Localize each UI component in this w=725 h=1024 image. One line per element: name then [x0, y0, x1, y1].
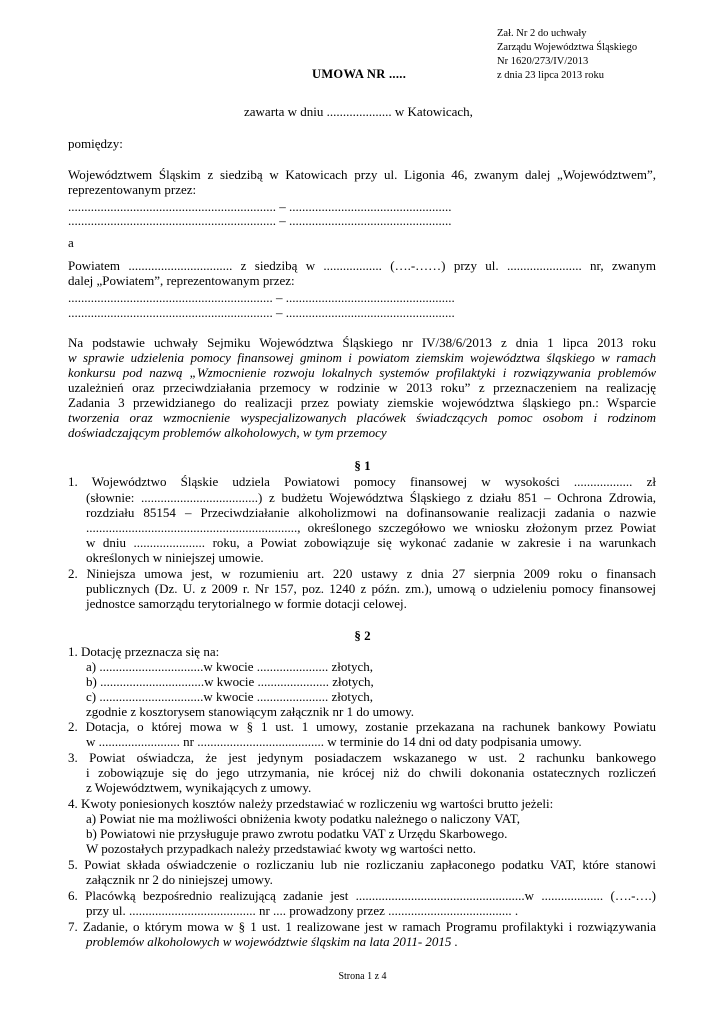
party1-signatory: ................................................................ – .................................................. [68, 199, 452, 214]
party2-signatory: ............................................................... – .................................................... [68, 305, 455, 320]
paragraph-line: załącznik nr 2 do niniejszej umowy. [86, 872, 273, 887]
party2-signatory: ............................................................... – .................................................... [68, 290, 455, 305]
paragraph-line: 1. Województwo Śląskie udziela Powiatowi pomocy finansowej w wysokości .................. zł [68, 474, 656, 489]
paragraph-line: 5. Powiat składa oświadczenie o rozliczaniu lub nie rozliczaniu zapłaconego podatku VAT, które stanowi [68, 857, 656, 872]
preamble-line [68, 365, 656, 380]
attachment-note [497, 27, 637, 83]
party2-text: dalej „Powiatem”, reprezentowanym przez: [68, 273, 295, 288]
preamble-line: uzależnień oraz przeciwdziałania przemocy w rodzinie w 2013 roku” z przeznaczeniem na realizację [68, 380, 656, 395]
party1-signatory: ................................................................ – .................................................. [68, 213, 452, 228]
paragraph-line: w ......................... nr ....................................... w terminie do 14 dni od daty podpisania umowy. [86, 734, 582, 749]
note-line: Zarządu Województwa Śląskiego [497, 42, 638, 53]
preamble-line [68, 350, 656, 365]
paragraph-line: przy ul. ....................................... nr .... prowadzony przez ...................................... . [86, 903, 519, 918]
paragraph-line: określonych w niniejszej umowie. [86, 550, 264, 565]
section-heading: § 2 [354, 628, 371, 643]
list-item: b) ................................w kwocie ...................... złotych, [86, 674, 374, 689]
paragraph-line [68, 919, 656, 934]
paragraph-line: 1. Dotację przeznacza się na: [68, 644, 220, 659]
paragraph-line: z Województwem, wynikających z umowy. [86, 780, 312, 795]
paragraph-line: 3. Powiat oświadcza, że jest jedynym posiadaczem wskazanego w ust. 2 rachunku bankowego [68, 750, 656, 765]
paragraph-line [86, 934, 458, 949]
preamble-line: Na podstawie uchwały Sejmiku Województwa Śląskiego nr IV/38/6/2013 z dnia 1 lipca 2013 roku [68, 335, 656, 350]
note-line: Nr 1620/273/IV/2013 [497, 56, 589, 67]
concluded-line: zawarta w dniu .................... w Katowicach, [244, 104, 473, 119]
section-heading: § 1 [354, 458, 371, 473]
and-label: a [68, 235, 74, 250]
party2-text: Powiatem ................................ z siedzibą w .................. (….-……) przy ul. ....................... nr, zwanym [68, 258, 656, 273]
paragraph-line: rozdziału 85154 – Przeciwdziałanie alkoholizmowi na dofinansowanie realizacji zadania o nazwie [86, 505, 656, 520]
paragraph-line: publicznych (Dz. U. z 2009 r. Nr 157, poz. 1240 z późn. zm.), umową o udzieleniu pomocy finansowej [86, 581, 656, 596]
list-item: c) ................................w kwocie ...................... złotych, [86, 689, 374, 704]
paragraph-line: jednostce samorządu terytorialnego w formie dotacji celowej. [86, 596, 407, 611]
paragraph-line: 2. Niniejsza umowa jest, w rozumieniu art. 220 ustawy z dnia 27 sierpnia 2009 roku o finansach [68, 566, 656, 581]
document-title: UMOWA NR ..... [312, 67, 407, 81]
page-number: Strona 1 z 4 [338, 971, 387, 982]
paragraph-line: 6. Placówką bezpośrednio realizującą zadanie jest ....................................................w ................... (….-….) [68, 888, 656, 903]
paragraph-line: zgodnie z kosztorysem stanowiącym załącznik nr 1 do umowy. [86, 704, 415, 719]
paragraph-line: (słownie: ....................................) z budżetu Województwa Śląskiego z działu 851 – Ochrona Zdrowia, [86, 490, 656, 505]
paragraph-line: 4. Kwoty poniesionych kosztów należy przedstawiać w rozliczeniu wg wartości brutto jeżeli: [68, 796, 554, 811]
note-line: Zał. Nr 2 do uchwały [497, 28, 587, 39]
paragraph-line: W pozostałych przypadkach należy przedstawiać kwoty wg wartości netto. [86, 841, 476, 856]
party1-text: reprezentowanym przez: [68, 182, 197, 197]
preamble-italic: konkursu pod nazwą „Wzmocnienie rozwoju lokalnych systemów profilaktyki i rozwiązywania problemów [68, 365, 656, 380]
paragraph-line: ................................................................., określonego szczegółowo we wniosku złożonym przez Powiat [86, 520, 656, 535]
preamble-italic: doświadczającym problemów alkoholowych, w tym przemocy [68, 425, 387, 440]
paragraph-line: w dniu ...................... roku, a Powiat zobowiązuje się wykonać zadanie w zakresie i na warunkach [86, 535, 656, 550]
paragraph-line: i zobowiązuje się do jego utrzymania, nie krócej niż do chwili dokonania ostatecznych rozliczeń [86, 765, 656, 780]
preamble-line: Zadania 3 przewidzianego do realizacji przez powiaty ziemskie województwa śląskiego pn.: Wsparcie [68, 395, 656, 410]
preamble-line [68, 425, 387, 440]
preamble-italic: w sprawie udzielenia pomocy finansowej gminom i powiatom ziemskim województwa śląskiego w ramach [68, 350, 656, 365]
paragraph-line: 2. Dotacja, o której mowa w § 1 ust. 1 umowy, zostanie przekazana na rachunek bankowy Powiatu [68, 719, 656, 734]
party1-text: Województwem Śląskim z siedzibą w Katowicach przy ul. Ligonia 46, zwanym dalej „Województwem”, [68, 167, 656, 182]
preamble-line [68, 410, 656, 425]
list-item: b) Powiatowi nie przysługuje prawo zwrotu podatku VAT z Urzędu Skarbowego. [86, 826, 508, 841]
preamble-italic: tworzenia oraz wzmocnienie wyspecjalizowanych placówek świadczących pomoc osobom i rodzinom [68, 410, 656, 425]
list-item: a) ................................w kwocie ...................... złotych, [86, 659, 374, 674]
note-line: z dnia 23 lipca 2013 roku [497, 70, 605, 81]
list-item: a) Powiat nie ma możliwości obniżenia kwoty podatku należnego o naliczony VAT, [86, 811, 520, 826]
paragraph-text: 7. Zadanie, o którym mowa w § 1 ust. 1 realizowane jest w ramach Programu profilaktyki i rozwiązywania [68, 919, 656, 934]
between-label: pomiędzy: [68, 136, 123, 151]
program-name-italic: problemów alkoholowych w województwie śląskim na lata 2011- 2015 . [86, 934, 458, 949]
